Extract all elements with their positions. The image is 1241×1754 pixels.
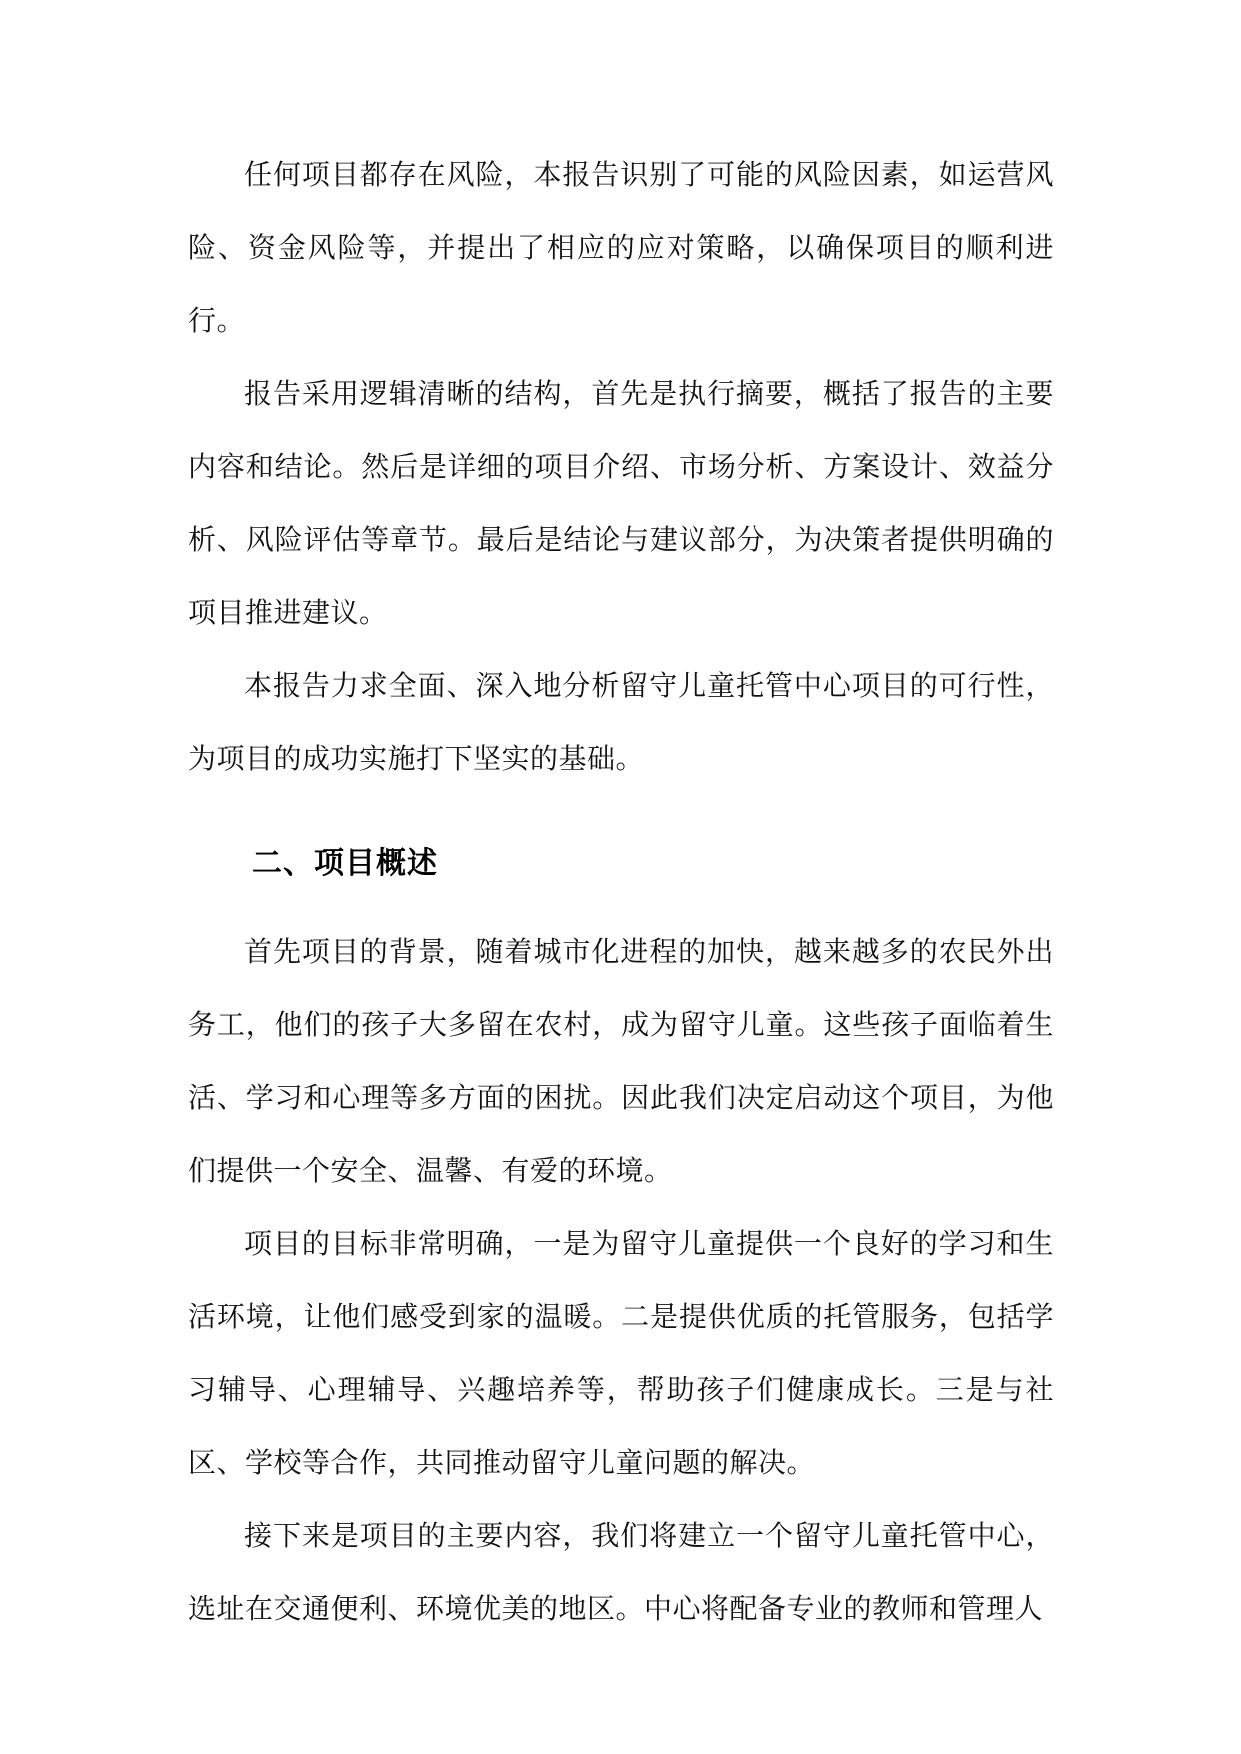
section-heading-project-overview: 二、项目概述 xyxy=(252,846,438,881)
document-body xyxy=(188,138,1054,1645)
paragraph-risk: 任何项目都存在风险，本报告识别了可能的风险因素，如运营风险、资金风险等，并提出了相应的应对策略，以确保项目的顺利进行。 xyxy=(188,158,1054,337)
paragraph-main-content: 接下来是项目的主要内容，我们将建立一个留守儿童托管中心，选址在交通便利、环境优美的地区。中心将配备专业的教师和管理人 xyxy=(188,1519,1054,1625)
paragraph-goals: 项目的目标非常明确，一是为留守儿童提供一个良好的学习和生活环境，让他们感受到家的温暖。二是提供优质的托管服务，包括学习辅导、心理辅导、兴趣培养等，帮助孩子们健康成长。三是与社区、学校等合作，共同推动留守儿童问题的解决。 xyxy=(188,1227,1054,1479)
paragraph-background: 首先项目的背景，随着城市化进程的加快，越来越多的农民外出务工，他们的孩子大多留在农村，成为留守儿童。这些孩子面临着生活、学习和心理等多方面的困扰。因此我们决定启动这个项目，为他们提供一个安全、温馨、有爱的环境。 xyxy=(188,935,1054,1187)
paragraph-structure: 报告采用逻辑清晰的结构，首先是执行摘要，概括了报告的主要内容和结论。然后是详细的项目介绍、市场分析、方案设计、效益分析、风险评估等章节。最后是结论与建议部分，为决策者提供明确的项目推进建议。 xyxy=(188,377,1054,629)
paragraph-summary: 本报告力求全面、深入地分析留守儿童托管中心项目的可行性，为项目的成功实施打下坚实的基础。 xyxy=(188,669,1054,775)
